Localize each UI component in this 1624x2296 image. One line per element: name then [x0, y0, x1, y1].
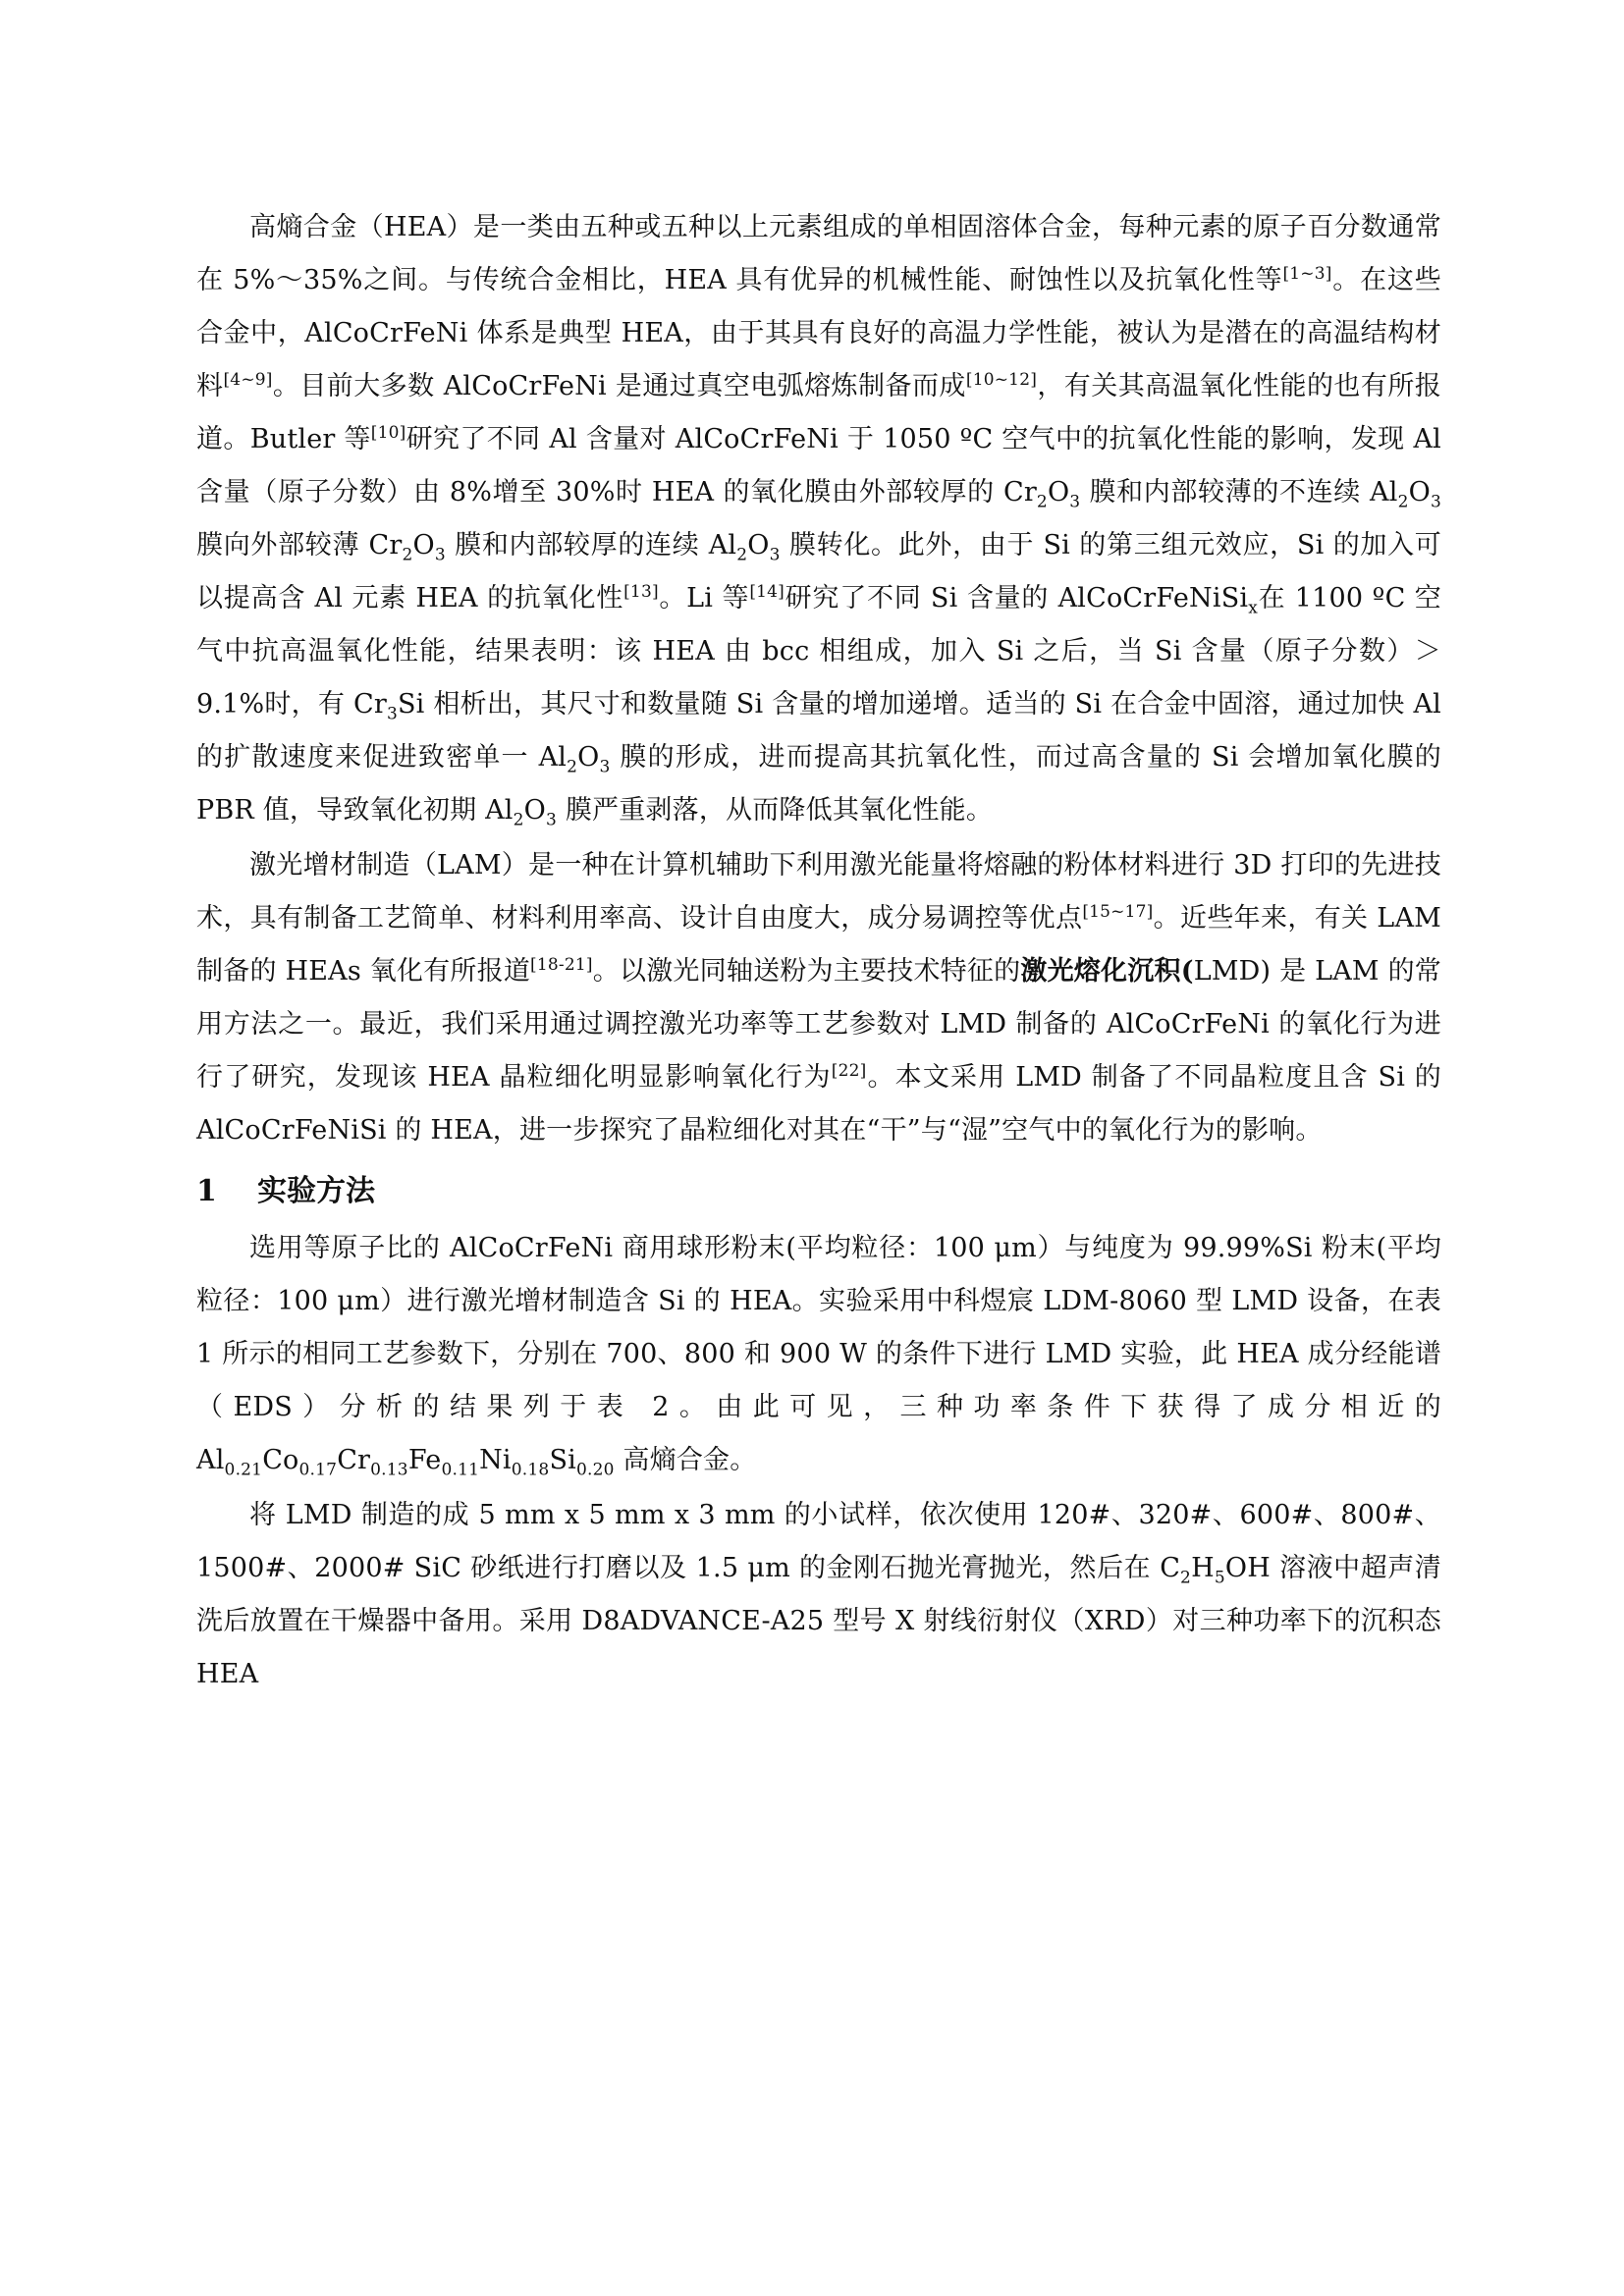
paper-page: [196, 201, 1441, 1701]
citation: [18-21]: [530, 955, 593, 975]
citation: [4~9]: [223, 370, 273, 390]
citation: [14]: [749, 582, 785, 602]
citation: [1~3]: [1282, 264, 1332, 284]
paragraph-methods-materials: 选用等原子比的 AlCoCrFeNi 商用球形粉末(平均粒径：100 μm）与纯度为 99.99%Si 粉末(平均粒径：100 μm）进行激光增材制造含 Si 的 HEA。实验采用中科煜宸 LDM-8060 型 LMD 设备，在表 1 所示的相同工艺参数下，分别在 700、800 和 900 W 的条件下进行 LMD 实验，此 HEA 成分经能谱（EDS）分析的结果列于表 2。由此可见，三种功率条件下获得了成分相近的 $Al_{0.21}Co_{0.17}Cr_{0.13}Fe_{0.11}Ni_{0.18}Si_{0.20}$ 高熵合金。: [196, 1233, 1441, 1480]
paragraph-methods-samples: 将 LMD 制造的成 5 mm x 5 mm x 3 mm 的小试样，依次使用 120#、320#、600#、800#、1500#、2000# SiC 砂纸进行打磨以及 1.5 μm 的金刚石抛光膏抛光，然后在 $C_2H_5OH$ 溶液中超声清洗后放置在干燥器中备用。采用 D8ADVANCE-A25 型号 X 射线衍射仪（XRD）对三种功率下的沉积态 HEA: [196, 1500, 1441, 1689]
section-title: 实验方法: [257, 1174, 375, 1208]
section-heading: [196, 1165, 1441, 1218]
citation: [15~17]: [1082, 902, 1154, 922]
section-number: 1: [196, 1174, 217, 1208]
citation: [13]: [623, 582, 659, 602]
paragraph-intro-hea: 高熵合金（HEA）是一类由五种或五种以上元素组成的单相固溶体合金，每种元素的原子百分数通常在 5%～35%之间。与传统合金相比，HEA 具有优异的机械性能、耐蚀性以及抗氧化性等[1~3]。在这些合金中，AlCoCrFeNi 体系是典型 HEA，由于其具有良好的高温力学性能，被认为是潜在的高温结构材料[4~9]。目前大多数 AlCoCrFeNi 是通过真空电弧熔炼制备而成[10~12]，有关其高温氧化性能的也有所报道。Butler 等[10]研究了不同 Al 含量对 AlCoCrFeNi 于 1050 ºC 空气中的抗氧化性能的影响，发现 Al 含量（原子分数）由 8%增至 30%时 HEA 的氧化膜由外部较厚的 $Cr_2O_3$ 膜和内部较薄的不连续 $Al_2O_3$ 膜向外部较薄 $Cr_2O_3$ 膜和内部较厚的连续 $Al_2O_3$ 膜转化。此外，由于 Si 的第三组元效应，Si 的加入可以提高含 Al 元素 HEA 的抗氧化性[13]。Li 等[14]研究了不同 Si 含量的 AlCoCrFeNiSi$_x$在 1100 ºC 空气中抗高温氧化性能，结果表明：该 HEA 由 bcc 相组成，加入 Si 之后，当 Si 含量（原子分数）＞9.1%时，有 $Cr_3Si$ 相析出，其尺寸和数量随 Si 含量的增加递增。适当的 Si 在合金中固溶，通过加快 Al 的扩散速度来促进致密单一 $Al_2O_3$ 膜的形成，进而提高其抗氧化性，而过高含量的 Si 会增加氧化膜的 PBR 值，导致氧化初期 $Al_2O_3$ 膜严重剥落，从而降低其氧化性能。: [196, 212, 1442, 830]
paragraph-intro-lam: 激光增材制造（LAM）是一种在计算机辅助下利用激光能量将熔融的粉体材料进行 3D 打印的先进技术，具有制备工艺简单、材料利用率高、设计自由度大，成分易调控等优点[15~17]。近些年来，有关 LAM 制备的 HEAs 氧化有所报道[18-21]。以激光同轴送粉为主要技术特征的激光熔化沉积(LMD) 是 LAM 的常用方法之一。最近，我们采用通过调控激光功率等工艺参数对 LMD 制备的 AlCoCrFeNi 的氧化行为进行了研究，发现该 HEA 晶粒细化明显影响氧化行为[22]。本文采用 LMD 制备了不同晶粒度且含 Si 的 AlCoCrFeNiSi 的 HEA，进一步探究了晶粒细化对其在“干”与“湿”空气中的氧化行为的影响。: [196, 850, 1442, 1146]
citation: [10]: [370, 423, 406, 443]
citation: [22]: [831, 1061, 867, 1081]
bold-term: 激光熔化沉积: [1020, 956, 1181, 987]
citation: [10~12]: [965, 370, 1038, 390]
